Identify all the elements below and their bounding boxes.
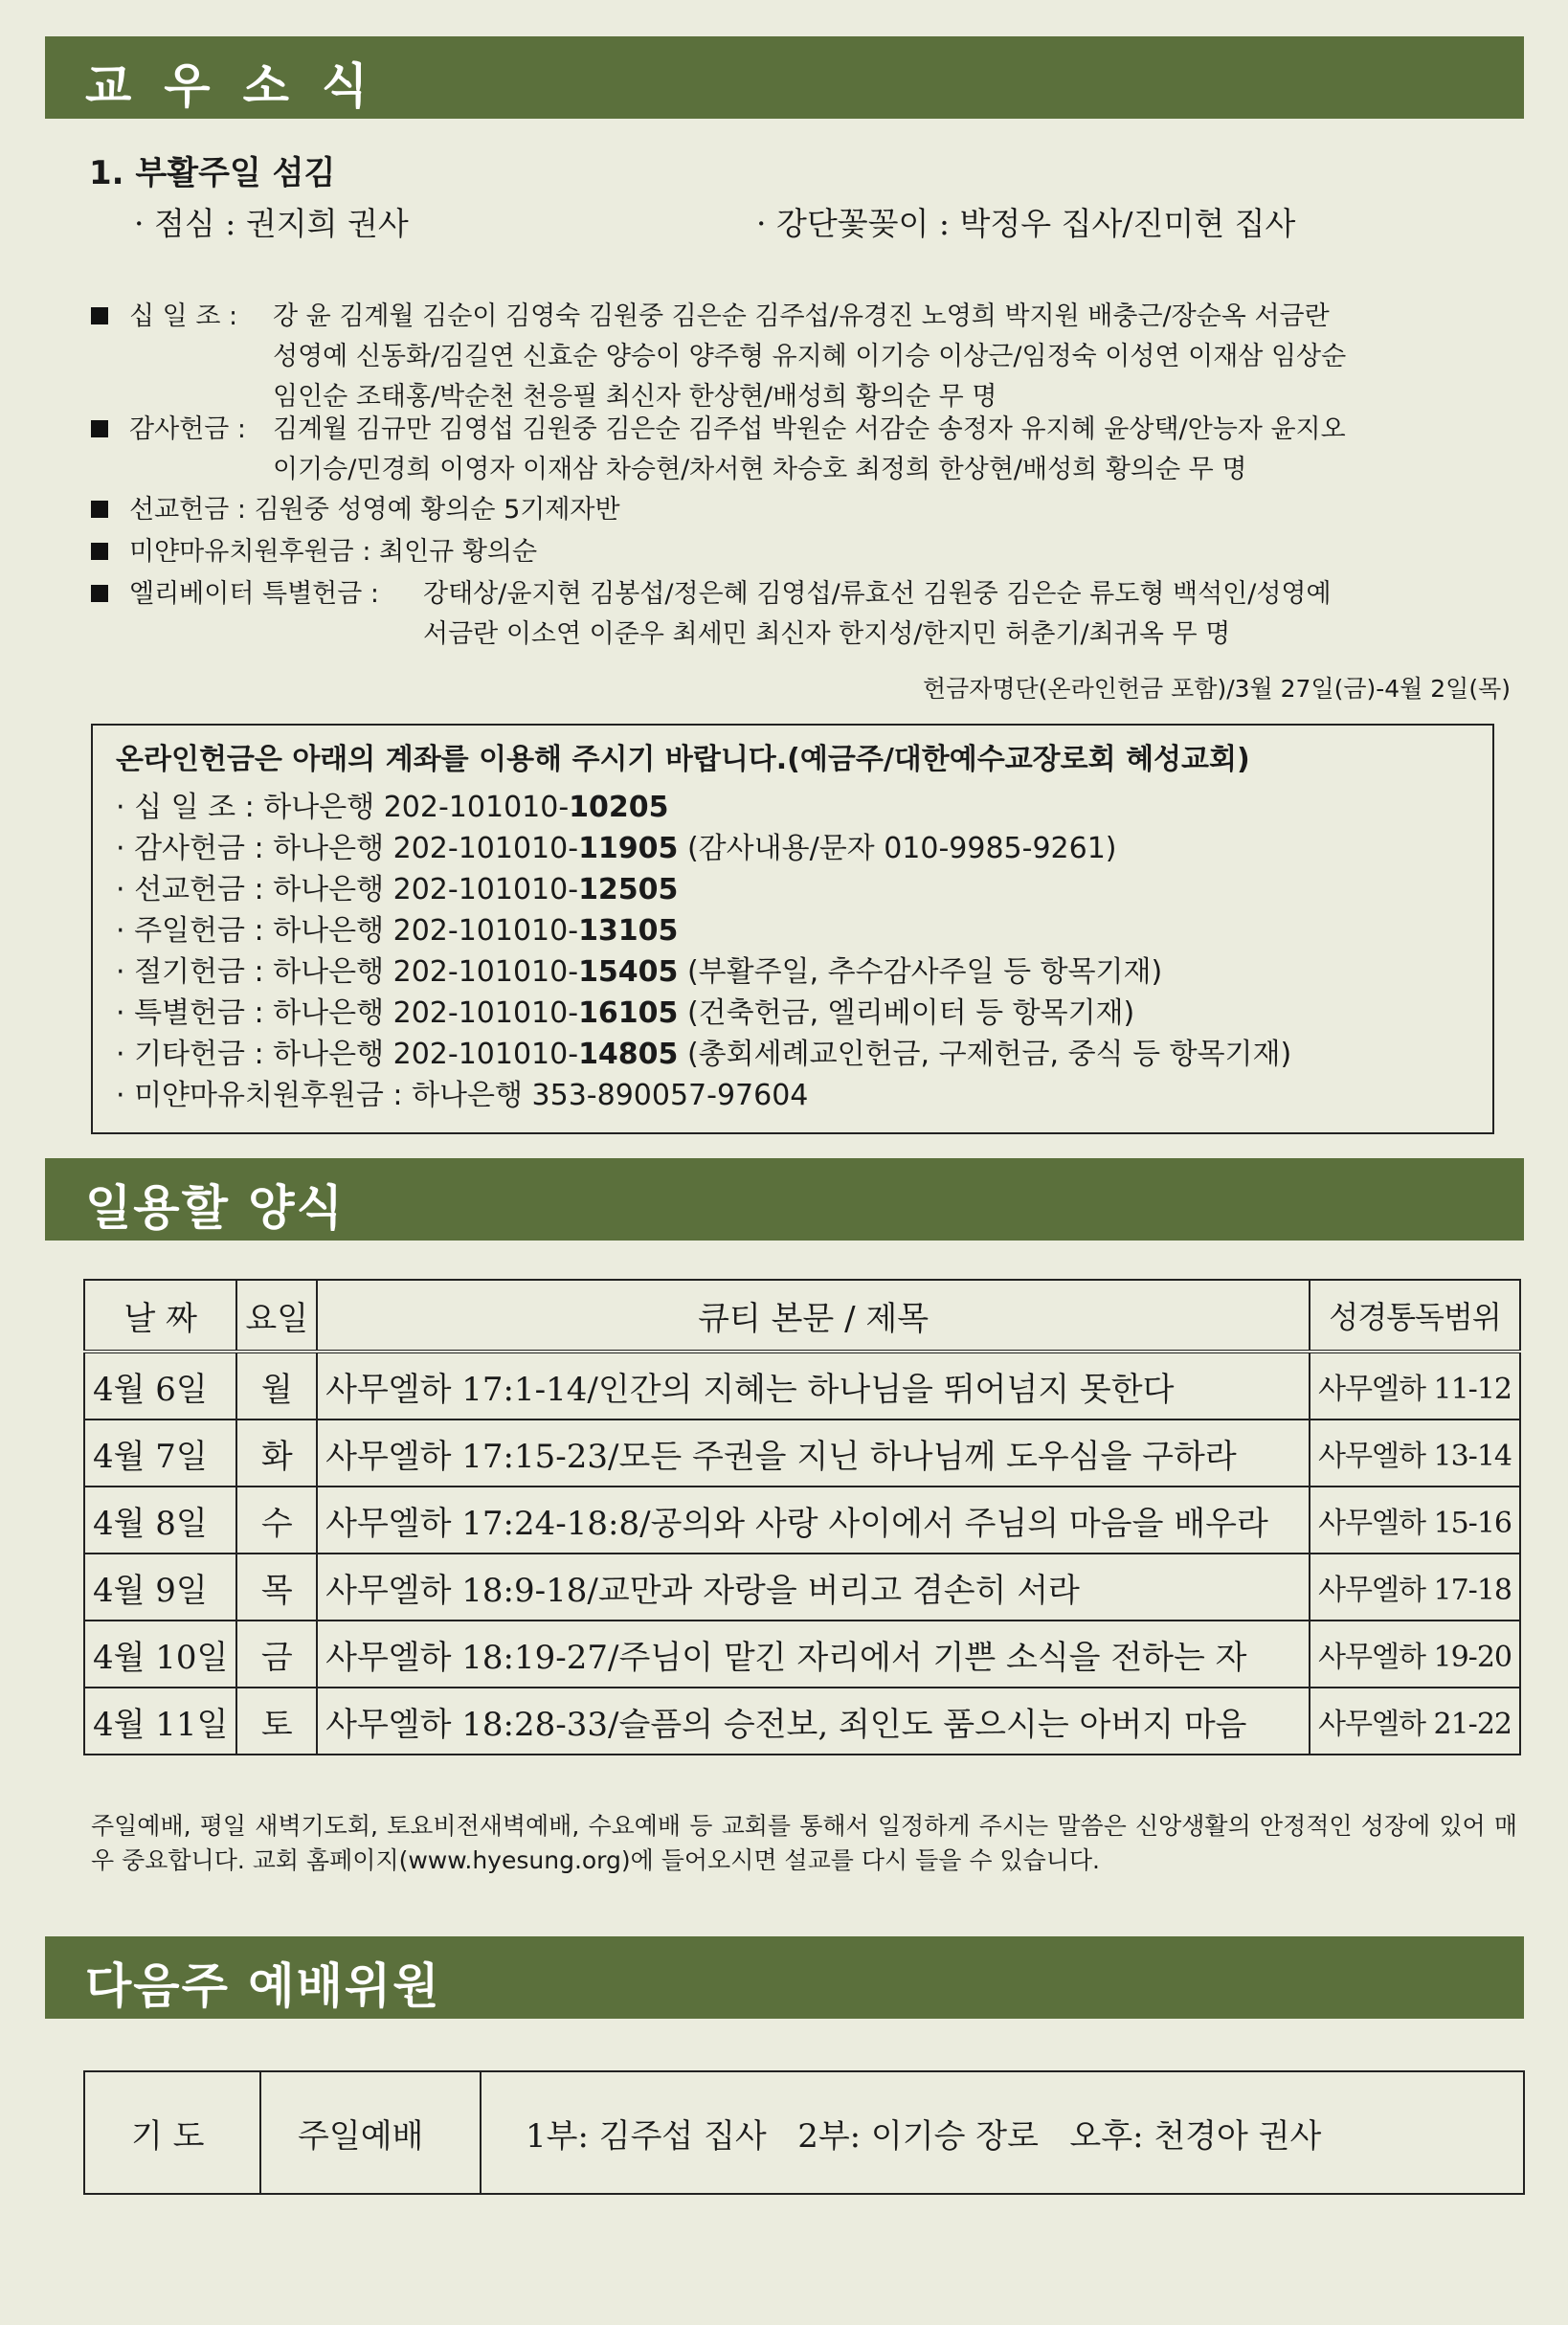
worship-workers-box <box>83 2070 1525 2195</box>
thanks-label: 감사헌금 : <box>91 410 246 450</box>
passage-cell: 사무엘하 18:9-18/교만과 자랑을 버리고 겸손히 서라 <box>317 1554 1310 1621</box>
bullet-square-icon <box>91 307 108 324</box>
passage-cell: 사무엘하 18:19-27/주님이 맡긴 자리에서 기쁜 소식을 전하는 자 <box>317 1621 1310 1688</box>
reading-range-cell: 사무엘하 15-16 <box>1310 1487 1520 1554</box>
bullet-square-icon <box>91 543 108 560</box>
reading-range-cell: 사무엘하 11-12 <box>1310 1352 1520 1420</box>
column-header: 큐티 본문 / 제목 <box>317 1280 1310 1352</box>
mission-offering: 선교헌금 : 김원중 성영예 황의순 5기제자반 <box>91 490 620 530</box>
date-cell: 4월 11일 <box>84 1688 236 1755</box>
table-row <box>84 1420 1520 1487</box>
elevator-label: 엘리베이터 특별헌금 : <box>91 574 379 615</box>
table-row <box>84 1554 1520 1621</box>
account-row: · 선교헌금 : 하나은행 202-101010-12505 <box>116 873 679 906</box>
table-row <box>84 1621 1520 1688</box>
flower-service: · 강단꽃꽂이 : 박정우 집사/진미현 집사 <box>756 205 1296 242</box>
list-item: 강태상/윤지현 김봉섭/정은혜 김영섭/류효선 김원중 김은순 류도형 백석인/성영예 <box>423 579 1332 609</box>
elevator-names <box>423 574 1332 655</box>
worker-detail: 1부: 김주섭 집사 2부: 이기승 장로 오후: 천경아 권사 <box>526 2116 1322 2156</box>
bullet-square-icon <box>91 501 108 518</box>
reading-range-cell: 사무엘하 13-14 <box>1310 1420 1520 1487</box>
passage-cell: 사무엘하 17:15-23/모든 주권을 지닌 하나님께 도우심을 구하라 <box>317 1420 1310 1487</box>
table-row <box>84 1352 1520 1420</box>
date-cell: 4월 10일 <box>84 1621 236 1688</box>
day-cell: 화 <box>236 1420 317 1487</box>
day-cell: 목 <box>236 1554 317 1621</box>
list-item: 성영예 신동화/김길연 신효순 양승이 양주형 유지혜 이기승 이상근/임정숙 이성연 이재삼 임상순 <box>273 342 1347 371</box>
section-header-workers <box>45 1936 1524 2019</box>
account-row: · 주일헌금 : 하나은행 202-101010-13105 <box>116 914 679 948</box>
column-header: 날 짜 <box>84 1280 236 1352</box>
account-row: · 특별헌금 : 하나은행 202-101010-16105 (건축헌금, 엘리베이터 등 항목기재) <box>116 996 1135 1030</box>
account-row: · 절기헌금 : 하나은행 202-101010-15405 (부활주일, 추수감사주일 등 항목기재) <box>116 955 1163 989</box>
table-row <box>84 1688 1520 1755</box>
column-header: 요일 <box>236 1280 317 1352</box>
bullet-square-icon <box>91 420 108 437</box>
passage-cell: 사무엘하 17:1-14/인간의 지혜는 하나님을 뛰어넘지 못한다 <box>317 1352 1310 1420</box>
divider <box>480 2072 482 2193</box>
list-item: 임인순 조태홍/박순천 천응필 최신자 한상현/배성희 황의순 무 명 <box>273 382 997 412</box>
offering-period-note: 헌금자명단(온라인헌금 포함)/3월 27일(금)-4월 2일(목) <box>922 675 1511 703</box>
account-row: · 십 일 조 : 하나은행 202-101010-10205 <box>116 791 669 824</box>
passage-cell: 사무엘하 17:24-18:8/공의와 사랑 사이에서 주님의 마음을 배우라 <box>317 1487 1310 1554</box>
tithe-label: 십 일 조 : <box>91 297 237 337</box>
list-item: 강 윤 김계월 김순이 김영숙 김원중 김은순 김주섭/유경진 노영희 박지원 배충근/장순옥 서금란 <box>273 302 1330 331</box>
news-item-heading: 1. 부활주일 섬김 <box>89 154 336 192</box>
qt-schedule-table <box>83 1279 1521 1755</box>
reading-range-cell: 사무엘하 17-18 <box>1310 1554 1520 1621</box>
section-title: 다음주 예배위원 <box>85 1958 441 2014</box>
passage-cell: 사무엘하 18:28-33/슬픔의 승전보, 죄인도 품으시는 아버지 마음 <box>317 1688 1310 1755</box>
list-item: 서금란 이소연 이준우 최세민 최신자 한지성/한지민 허춘기/최귀옥 무 명 <box>423 619 1231 649</box>
date-cell: 4월 9일 <box>84 1554 236 1621</box>
list-item: 이기승/민경희 이영자 이재삼 차승현/차서현 차승호 최정희 한상현/배성희 황의순 무 명 <box>273 455 1247 484</box>
section-title: 교우소식 <box>85 58 401 114</box>
divider <box>259 2072 261 2193</box>
bullet-square-icon <box>91 585 108 602</box>
reading-range-cell: 사무엘하 21-22 <box>1310 1688 1520 1755</box>
day-cell: 토 <box>236 1688 317 1755</box>
account-row: · 미얀마유치원후원금 : 하나은행 353-890057-97604 <box>116 1079 809 1112</box>
thanks-names <box>273 410 1346 490</box>
kindergarten-offering: 미얀마유치원후원금 : 최인규 황의순 <box>91 532 537 572</box>
section-title: 일용할 양식 <box>85 1180 345 1236</box>
day-cell: 월 <box>236 1352 317 1420</box>
column-header: 성경통독범위 <box>1310 1280 1520 1352</box>
list-item: 김계월 김규만 김영섭 김원중 김은순 김주섭 박원순 서감순 송정자 유지혜 윤상택/안능자 윤지오 <box>273 414 1346 444</box>
date-cell: 4월 8일 <box>84 1487 236 1554</box>
day-cell: 수 <box>236 1487 317 1554</box>
date-cell: 4월 6일 <box>84 1352 236 1420</box>
online-offering-heading: 온라인헌금은 아래의 계좌를 이용해 주시기 바랍니다.(예금주/대한예수교장로회 혜성교회) <box>116 743 1250 776</box>
section-header-daily <box>45 1158 1524 1241</box>
table-header-row <box>84 1280 1520 1352</box>
account-row: · 기타헌금 : 하나은행 202-101010-14805 (총회세례교인헌금, 구제헌금, 중식 등 항목기재) <box>116 1038 1292 1071</box>
account-row: · 감사헌금 : 하나은행 202-101010-11905 (감사내용/문자 010-9985-9261) <box>116 832 1117 865</box>
tithe-names <box>273 297 1346 417</box>
online-offering-box <box>91 724 1494 1134</box>
date-cell: 4월 7일 <box>84 1420 236 1487</box>
table-row <box>84 1487 1520 1554</box>
worker-service: 주일예배 <box>298 2116 424 2156</box>
worker-role: 기 도 <box>131 2116 205 2156</box>
lunch-service: · 점심 : 권지희 권사 <box>134 205 409 242</box>
section-header-news <box>45 36 1524 119</box>
sermon-notice-paragraph: 주일예배, 평일 새벽기도회, 토요비전새벽예배, 수요예배 등 교회를 통해서 일정하게 주시는 말씀은 신앙생활의 안정적인 성장에 있어 매우 중요합니다. 교회 홈페이지(www.hyesung.org)에 들어오시면 설교를 다시 들을 수 있습니다. <box>91 1812 1517 1874</box>
reading-range-cell: 사무엘하 19-20 <box>1310 1621 1520 1688</box>
day-cell: 금 <box>236 1621 317 1688</box>
